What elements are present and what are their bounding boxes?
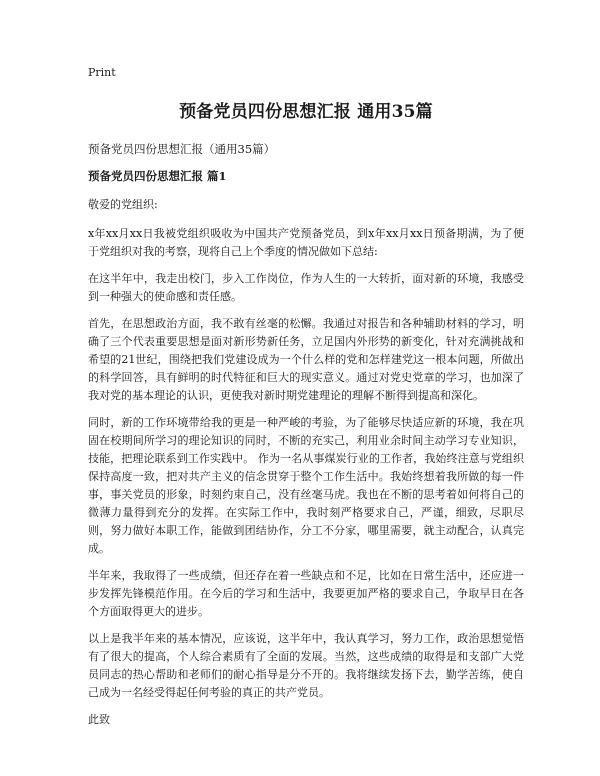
paragraph: 同时，新的工作环境带给我的更是一种严峻的考验，为了能够尽快适应新的环境，我在巩固在校期间所学习的理论知识的同时，不断的充实己，利用业余时间主动学习专业知识，技能，把理论联系到工作实践中。 作为一名从事煤炭行业的工作者，我始终注意与党组织保持高度一致，把对共产主义的信念贯穿于整个工作生活中。我始终想着我所做的每一件事，事关党员的形象，时刻约束自己，没有丝毫马虎。我也在不断的思考着如何将自己的微薄力量得到充分的发挥。在实际工作中，我时刻严格要求自己，严谨，细致，尽职尽则，努力做好本职工作，能做到团结协作，分工不分家，哪里需要，就主动配合，认真完成。 (88, 416, 524, 555)
paragraph: 首先，在思想政治方面，我不敢有丝毫的松懈。我通过对报告和各种辅助材料的学习，明确了三个代表重要思想是面对新形势新任务，立足国内外形势的新变化，针对充满挑战和希望的21世纪，围绕把我们党建设成为一个什么样的党和怎样建党这一根本问题，所做出的科学回答，具有鲜明的时代特征和巨大的现实意义。通过对党史党章的学习，也加深了我对党的基本理论的认识，更使我对新时期党建理论的理解不断得到提高和深化。 (88, 317, 524, 402)
document-page (88, 66, 524, 738)
paragraph: 半年来，我取得了一些成绩，但还存在着一些缺点和不足，比如在日常生活中，还应进一步发挥先锋模范作用。在今后的学习和生活中，我要更加严格的要求自己，争取早日在各个方面取得更大的进步。 (88, 569, 524, 618)
section-heading: 预备党员四份思想汇报 篇1 (88, 169, 227, 183)
document-title: 预备党员四份思想汇报 通用35篇 (179, 102, 433, 122)
greeting: 敬爱的党组织: (88, 198, 158, 211)
closing: 此致 (88, 713, 110, 726)
print-label: Print (88, 66, 116, 79)
paragraph: 以上是我半年来的基本情况，应该说，这半年中，我认真学习，努力工作，政治思想觉悟有了很大的提高，个人综合素质有了全面的发展。当然，这些成绩的取得是和支部广大党员同志的热心帮助和老师们的耐心指导是分不开的。我将继续发扬下去，勤学苦练，使自己成为一名经受得起任何考验的真正的共产党员。 (88, 632, 524, 699)
paragraph: 在这半年中，我走出校门，步入工作岗位，作为人生的一大转折，面对新的环境，我感受到一种强大的使命感和责任感。 (88, 272, 524, 303)
document-subtitle: 预备党员四份思想汇报（通用35篇） (88, 142, 276, 156)
paragraph: x年xx月xx日我被党组织吸收为中国共产党预备党员，到x年xx月xx日预备期满，为了便于党组织对我的考察，现将自己上个季度的情况做如下总结: (88, 227, 524, 258)
